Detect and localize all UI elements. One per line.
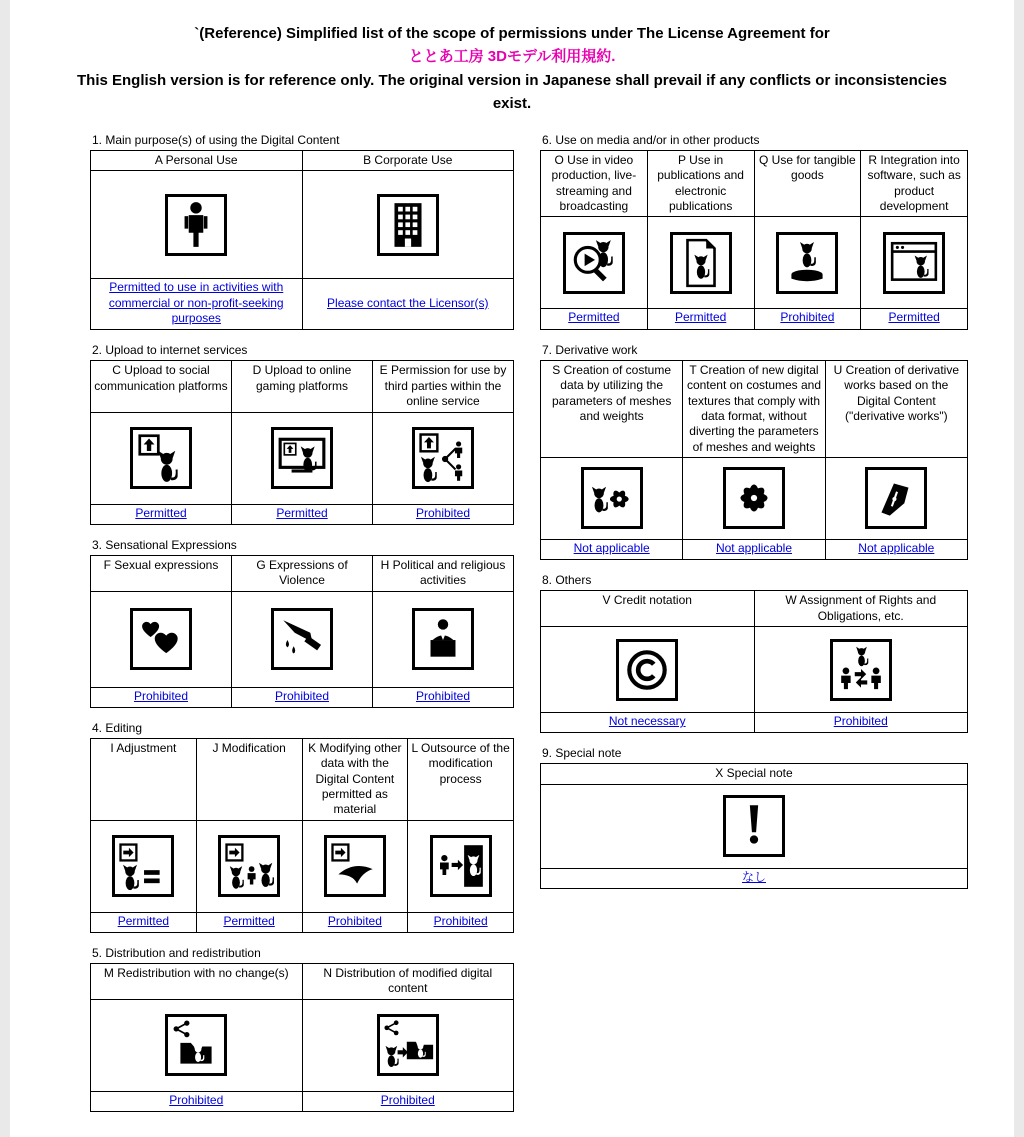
column-header-modification: J Modification <box>196 738 302 820</box>
icon-cell <box>754 627 968 713</box>
adjustment-icon <box>112 835 174 897</box>
status-link[interactable]: Permitted to use in activities with commercial or non-profit-seeking purposes <box>108 280 284 326</box>
status-cell <box>232 504 373 524</box>
column-header-sexual: F Sexual expressions <box>91 555 232 591</box>
content-columns <box>10 131 1014 1125</box>
costume-data-icon <box>581 467 643 529</box>
section-heading: 6. Use on media and/or in other products <box>542 133 760 147</box>
software-integration-icon <box>883 232 945 294</box>
section-heading: 8. Others <box>542 573 592 588</box>
section-heading: 4. Editing <box>92 720 143 735</box>
status-link[interactable]: Prohibited <box>833 714 888 729</box>
podium-speech-icon <box>412 608 474 670</box>
column-header-costume-data: S Creation of costume data by utilizing the parameters of meshes and weights <box>541 360 683 457</box>
section-heading: 3. Sensational Expressions <box>92 537 237 552</box>
column-header-publications: P Use in publications and electronic publications <box>647 151 754 217</box>
knife-violence-icon <box>271 608 333 670</box>
column-header-modified-distribution: N Distribution of modified digital content <box>302 964 514 1000</box>
status-link[interactable]: Prohibited <box>327 913 382 928</box>
status-link[interactable]: Please contact the Licensor(s) <box>327 295 489 310</box>
icon-cell <box>302 171 514 279</box>
status-link[interactable]: Prohibited <box>433 913 488 928</box>
icon-cell <box>541 217 648 309</box>
icon-cell <box>232 591 373 687</box>
section-upload-internet <box>90 343 514 524</box>
status-cell <box>683 539 825 559</box>
section-main-purpose <box>90 133 514 330</box>
section-heading: 2. Upload to internet services <box>92 343 248 358</box>
icon-cell <box>373 591 514 687</box>
icon-cell <box>541 457 683 539</box>
column-header-gaming-upload: D Upload to online gaming platforms <box>232 361 373 412</box>
upload-third-party-share-icon <box>412 427 474 489</box>
column-header-violence: G Expressions of Violence <box>232 555 373 591</box>
assignment-icon <box>830 639 892 701</box>
column-header-outsource: L Outsource of the modification process <box>408 738 514 820</box>
icon-cell <box>91 171 303 279</box>
icon-cell <box>825 457 967 539</box>
status-link[interactable]: なし <box>741 869 766 884</box>
column-header-video: O Use in video production, live-streaming and broadcasting <box>541 151 648 217</box>
status-link[interactable]: Prohibited <box>415 688 471 703</box>
column-header-credit: V Credit notation <box>541 591 755 627</box>
status-cell <box>541 309 648 329</box>
status-cell <box>91 279 303 330</box>
column-header-new-content: T Creation of new digital content on costumes and textures that comply with data format, without diverting the parameters of meshes and weights <box>683 360 825 457</box>
permissions-table-distribution <box>90 963 514 1112</box>
section-others <box>540 573 968 733</box>
status-cell <box>302 912 408 932</box>
permissions-table-derivative <box>540 360 968 561</box>
derivative-pen-icon <box>865 467 927 529</box>
status-cell <box>541 713 755 733</box>
status-cell <box>91 504 232 524</box>
document-title <box>66 22 958 115</box>
icon-cell <box>91 412 232 504</box>
icon-cell <box>373 412 514 504</box>
icon-cell <box>91 591 232 687</box>
modification-icon <box>218 835 280 897</box>
section-media-products <box>540 133 968 330</box>
column-header-social-upload: C Upload to social communication platforms <box>91 361 232 412</box>
status-link[interactable]: Permitted <box>674 310 727 325</box>
status-cell <box>302 1091 514 1111</box>
status-link[interactable]: Not applicable <box>858 540 935 555</box>
status-cell <box>91 687 232 707</box>
outsource-icon <box>430 835 492 897</box>
column-header-personal-use: A Personal Use <box>91 151 303 171</box>
modify-material-icon <box>324 835 386 897</box>
section-heading: 1. Main purpose(s) of using the Digital Content <box>92 133 340 147</box>
title-line-japanese: ととあ工房 3Dモデル利用規約. <box>408 48 616 66</box>
column-header-adjustment: I Adjustment <box>91 738 197 820</box>
column-header-software: R Integration into software, such as product development <box>861 151 968 217</box>
status-cell <box>754 713 968 733</box>
left-column <box>90 131 514 1125</box>
status-link[interactable]: Prohibited <box>780 310 835 325</box>
column-header-third-party: E Permission for use by third parties within the online service <box>373 361 514 412</box>
permissions-table-upload <box>90 360 514 524</box>
status-cell <box>302 279 514 330</box>
permissions-table-editing <box>90 738 514 933</box>
status-link[interactable]: Prohibited <box>169 1092 224 1107</box>
status-cell <box>541 868 968 888</box>
status-link[interactable]: Permitted <box>117 913 170 928</box>
status-cell <box>541 539 683 559</box>
person-icon <box>165 194 227 256</box>
icon-cell <box>541 784 968 868</box>
permissions-table-sensational <box>90 555 514 708</box>
status-link[interactable]: Prohibited <box>274 688 330 703</box>
corporate-building-icon <box>377 194 439 256</box>
status-link[interactable]: Permitted <box>223 913 275 928</box>
column-header-goods: Q Use for tangible goods <box>754 151 861 217</box>
status-cell <box>91 912 197 932</box>
exclamation-icon <box>723 795 785 857</box>
section-distribution <box>90 946 514 1112</box>
icon-cell <box>683 457 825 539</box>
section-heading: 5. Distribution and redistribution <box>92 946 261 961</box>
status-link[interactable]: Permitted <box>135 505 187 520</box>
hearts-icon <box>130 608 192 670</box>
status-link[interactable]: Not necessary <box>608 714 686 729</box>
status-link[interactable]: Permitted <box>276 505 328 520</box>
icon-cell <box>232 412 373 504</box>
status-cell <box>373 687 514 707</box>
section-sensational <box>90 538 514 708</box>
icon-cell <box>408 820 514 912</box>
icon-cell <box>541 627 755 713</box>
right-column <box>540 131 968 902</box>
column-header-corporate-use: B Corporate Use <box>302 151 514 171</box>
status-cell <box>825 539 967 559</box>
section-editing <box>90 721 514 933</box>
column-header-special-note: X Special note <box>541 764 968 784</box>
column-header-assignment: W Assignment of Rights and Obligations, etc. <box>754 591 968 627</box>
status-cell <box>861 309 968 329</box>
status-cell <box>647 309 754 329</box>
icon-cell <box>302 999 514 1091</box>
column-header-derivative-works: U Creation of derivative works based on the Digital Content ("derivative works") <box>825 360 967 457</box>
section-heading: 7. Derivative work <box>542 342 638 357</box>
section-special-note <box>540 746 968 889</box>
permissions-table-main-purpose <box>90 150 514 330</box>
publication-icon <box>670 232 732 294</box>
icon-cell <box>302 820 408 912</box>
upload-social-cat-icon <box>130 427 192 489</box>
permissions-table-special-note <box>540 763 968 889</box>
status-cell <box>196 912 302 932</box>
icon-cell <box>91 999 303 1091</box>
status-cell <box>408 912 514 932</box>
copyright-icon <box>616 639 678 701</box>
status-cell <box>754 309 861 329</box>
status-cell <box>232 687 373 707</box>
icon-cell <box>754 217 861 309</box>
column-header-political: H Political and religious activities <box>373 555 514 591</box>
status-link[interactable]: Not applicable <box>573 540 650 555</box>
textures-icon <box>723 467 785 529</box>
status-cell <box>91 1091 303 1111</box>
section-heading: 9. Special note <box>542 746 622 761</box>
status-link[interactable]: Prohibited <box>380 1092 435 1107</box>
column-header-redistribution: M Redistribution with no change(s) <box>91 964 303 1000</box>
tangible-goods-icon <box>776 232 838 294</box>
status-cell <box>373 504 514 524</box>
column-header-modify-material: K Modifying other data with the Digital Content permitted as material <box>302 738 408 820</box>
icon-cell <box>647 217 754 309</box>
title-line-1: `(Reference) Simplified list of the scope of permissions under The License Agreement for <box>194 25 830 42</box>
icon-cell <box>91 820 197 912</box>
icon-cell <box>196 820 302 912</box>
permissions-table-media <box>540 150 968 330</box>
section-derivative-work <box>540 343 968 561</box>
document-page <box>10 0 1014 1137</box>
video-production-icon <box>563 232 625 294</box>
status-link[interactable]: Permitted <box>568 310 620 325</box>
status-link[interactable]: Prohibited <box>415 505 471 520</box>
title-line-disclaimer: This English version is for reference only. The original version in Japanese shall prevail if any conflicts or inconsistencies exist. <box>77 71 947 112</box>
upload-gaming-monitor-icon <box>271 427 333 489</box>
status-link[interactable]: Prohibited <box>133 688 189 703</box>
icon-cell <box>861 217 968 309</box>
status-link[interactable]: Not applicable <box>715 540 793 555</box>
status-link[interactable]: Permitted <box>888 310 940 325</box>
permissions-table-others <box>540 590 968 733</box>
